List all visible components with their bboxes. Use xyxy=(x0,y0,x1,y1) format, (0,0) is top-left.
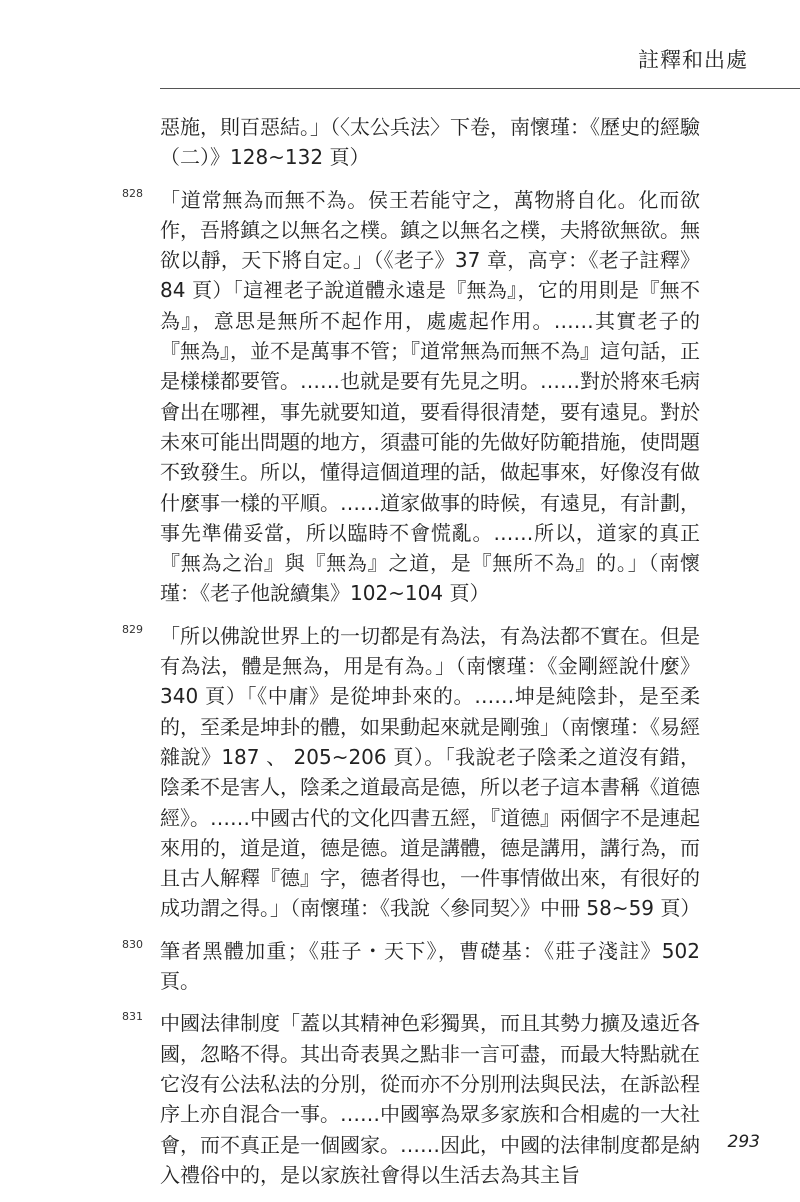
note-number: 828 xyxy=(122,186,143,200)
note-number: 830 xyxy=(122,937,143,951)
note-830 xyxy=(122,936,700,997)
note-text: 「道常無為而無不為。侯王若能守之，萬物將自化。化而欲作，吾將鎮之以無名之樸。鎮之以無名之樸，夫將欲無欲。無欲以靜，天下將自定。」（《老子》37 章，高亨：《老子註釋》84 頁）「這裡老子說道體永遠是『無為』，它的用則是『無不為』，意思是無所不起作用，處處起作用。……其實老子的『無為』，並不是萬事不管；『道常無為而無不為』這句話，正是樣樣都要管。……也就是要有先見之明。……對於將來毛病會出在哪裡，事先就要知道，要看得很清楚，要有遠見。對於未來可能出問題的地方，須盡可能的先做好防範措施，使問題不致發生。所以，懂得這個道理的話，做起事來，好像沒有做什麼事一樣的平順。……道家做事的時候，有遠見，有計劃，事先準備妥當，所以臨時不會慌亂。……所以，道家的真正『無為之治』與『無為』之道，是『無所不為』的。」（南懷瑾：《老子他說續集》102~104 頁） xyxy=(160,187,700,606)
note-829 xyxy=(122,621,701,924)
note-828 xyxy=(122,185,700,609)
footnotes xyxy=(122,112,701,1202)
note-text: 惡施，則百惡結。」（〈太公兵法〉下卷，南懷瑾：《歷史的經驗（二）》128~132 頁） xyxy=(160,115,700,170)
note-number: 829 xyxy=(122,622,143,636)
note-text: 「所以佛說世界上的一切都是有為法，有為法都不實在。但是有為法，體是無為，用是有為。」（南懷瑾：《金剛經說什麼》340 頁）「《中庸》是從坤卦來的。……坤是純陰卦，是至柔的，至柔是坤卦的體，如果動起來就是剛強」（南懷瑾：《易經雜說》187 、 205~206 頁）。「我說老子陰柔之道沒有錯，陰柔不是害人，陰柔之道最高是德，所以老子這本書稱《道德經》。……中國古代的文化四書五經，『道德』兩個字不是連起來用的，道是道，德是德。道是講體，德是講用，講行為，而且古人解釋『德』字，德者得也，一件事情做出來，有很好的成功謂之得。」（南懷瑾：《我說〈參同契〉》中冊 58~59 頁） xyxy=(160,623,701,921)
note-number: 831 xyxy=(122,1010,143,1024)
note-text: 筆者黑體加重；《莊子・天下》，曹礎基：《莊子淺註》502 頁。 xyxy=(160,938,700,994)
header-rule xyxy=(160,88,800,89)
note-831 xyxy=(122,1008,700,1190)
note-continued xyxy=(160,112,700,173)
note-text: 中國法律制度「蓋以其精神色彩獨異，而且其勢力擴及遠近各國，忽略不得。其出奇表異之點非一言可盡，而最大特點就在它沒有公法私法的分別，從而亦不分別刑法與民法，在訴訟程序上亦自混合一事。……中國寧為眾多家族和合相處的一大社會，而不真正是一個國家。……因此，中國的法律制度都是納入禮俗中的，是以家族社會得以生活去為其主旨 xyxy=(160,1011,700,1187)
page-number: 293 xyxy=(727,1132,760,1152)
running-head: 註釋和出處 xyxy=(638,48,748,72)
